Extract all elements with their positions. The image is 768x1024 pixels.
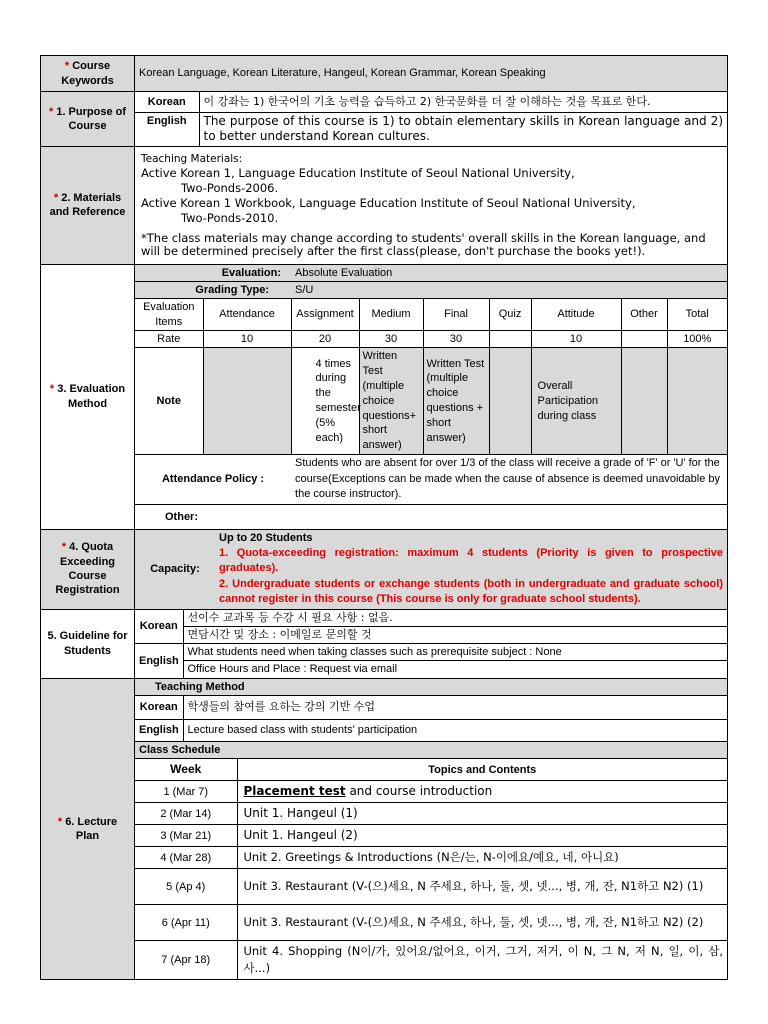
eval-rate-cell: 10: [531, 330, 621, 347]
schedule-week-header: Week: [135, 759, 237, 781]
eval-note-cell: [489, 348, 531, 455]
schedule-row: [135, 825, 727, 847]
eval-rate-cell: 100%: [667, 330, 727, 347]
syllabus-page: [40, 55, 728, 980]
eval-rate-cell: 30: [359, 330, 423, 347]
keywords-value: Korean Language, Korean Literature, Hangeul, Korean Grammar, Korean Speaking: [135, 56, 728, 92]
materials-book1: Active Korean 1, Language Education Institute of Seoul National University,: [141, 166, 575, 181]
schedule-topic-bold: Placement test: [243, 784, 346, 799]
schedule-row: [135, 847, 727, 869]
schedule-row: [135, 941, 727, 979]
eval-header-cell: Evaluation Items: [135, 299, 203, 331]
eval-rate-cell: Rate: [135, 330, 203, 347]
teaching-korean-label: Korean: [135, 696, 183, 720]
schedule-week: 2 (Mar 14): [135, 803, 237, 825]
eval-note-cell: [621, 348, 667, 455]
eval-note-cell: [203, 348, 291, 455]
teaching-english-text: Lecture based class with students' participation: [183, 720, 727, 742]
capacity-line1: Up to 20 Students: [219, 531, 313, 544]
schedule-row: [135, 781, 727, 803]
eval-header-cell: Attendance: [203, 299, 291, 331]
materials-book2: Active Korean 1 Workbook, Language Education Institute of Seoul National University,: [141, 196, 636, 211]
other-label: Other:: [135, 505, 291, 529]
guideline-korean-line1: 선이수 교과목 등 수강 시 필요 사항 : 없음.: [183, 610, 727, 627]
teaching-korean-text: 학생들의 참여를 요하는 강의 기반 수업: [183, 696, 727, 720]
eval-header-row: [135, 299, 727, 331]
schedule-topic: Unit 3. Restaurant (V-(으)세요, N 주세요, 하나, 둘, 셋, 넷..., 병, 개, 잔, N1하고 N2) (1): [237, 869, 727, 905]
eval-note-cell: [667, 348, 727, 455]
attendance-policy-text: Students who are absent for over 1/3 of the class will receive a grade of 'F' or 'U' for the course(Exceptions can be made when the cause of absence is deemed unavoidable by the course instructor).: [291, 455, 727, 505]
capacity-line2: 1. Quota-exceeding registration: maximum 4 students (Priority is given to prospective graduates).: [219, 546, 723, 575]
eval-header-cell: Other: [621, 299, 667, 331]
eval-header-cell: Assignment: [291, 299, 359, 331]
eval-header-cell: Final: [423, 299, 489, 331]
guideline-korean-line2: 면담시간 및 장소 : 이메일로 문의할 것: [183, 626, 727, 643]
eval-note-cell: 4 times during the semester (5% each): [291, 348, 359, 455]
guideline-english-label: English: [135, 644, 183, 678]
schedule-topic: Unit 4. Shopping (N이/가, 있어요/없어요, 이거, 그거, 저거, 이 N, 그 N, 저 N, 일, 이, 삼, 사...): [237, 941, 727, 979]
purpose-english-label: English: [135, 112, 199, 146]
capacity-line3: 2. Undergraduate students or exchange students (both in undergraduate and graduate school) cannot register in this course (This course is only for graduate school students).: [219, 577, 723, 606]
quota-label: * 4. Quota Exceeding Course Registration: [41, 529, 135, 609]
schedule-row: [135, 803, 727, 825]
schedule-topic-text: and course introduction: [345, 784, 493, 799]
keywords-label: * Course Keywords: [41, 56, 135, 92]
eval-note-row: [135, 348, 727, 455]
schedule-topic: [237, 781, 727, 803]
evaluation-label: * 3. Evaluation Method: [41, 264, 135, 529]
schedule-topic: Unit 1. Hangeul (2): [237, 825, 727, 847]
eval-rate-cell: [621, 330, 667, 347]
grading-type-value: S/U: [291, 281, 727, 298]
schedule-week: 4 (Mar 28): [135, 847, 237, 869]
schedule-row: [135, 869, 727, 905]
schedule-topics-header: Topics and Contents: [237, 759, 727, 781]
schedule-week: 5 (Ap 4): [135, 869, 237, 905]
teaching-method-heading: Teaching Method: [135, 679, 727, 696]
guideline-english-line1: What students need when taking classes such as prerequisite subject : None: [183, 644, 727, 661]
guideline-label: 5. Guideline for Students: [41, 609, 135, 678]
materials-book1-pub: Two-Ponds-2006.: [181, 181, 279, 196]
schedule-week: 6 (Apr 11): [135, 905, 237, 941]
purpose-label: * 1. Purpose of Course: [41, 92, 135, 147]
schedule-topic: Unit 1. Hangeul (1): [237, 803, 727, 825]
grading-type-label: Grading Type:: [135, 281, 291, 298]
eval-header-cell: Total: [667, 299, 727, 331]
guideline-english-line2: Office Hours and Place : Request via email: [183, 661, 727, 678]
eval-rate-cell: 30: [423, 330, 489, 347]
capacity-content: [215, 530, 727, 609]
lecture-plan-label: * 6. Lecture Plan: [41, 678, 135, 979]
purpose-english-text: The purpose of this course is 1) to obtain elementary skills in Korean language and 2) to better understand Korean cultures.: [199, 112, 727, 146]
eval-rate-cell: 10: [203, 330, 291, 347]
eval-type-label: Evaluation:: [135, 265, 291, 282]
purpose-korean-label: Korean: [135, 92, 199, 112]
eval-type-value: Absolute Evaluation: [291, 265, 727, 282]
guideline-korean-label: Korean: [135, 610, 183, 644]
eval-note-cell: Overall Participation during class: [531, 348, 621, 455]
eval-note-cell: Written Test (multiple choice questions + short answer): [423, 348, 489, 455]
purpose-korean-text: 이 강좌는 1) 한국어의 기초 능력을 습득하고 2) 한국문화를 더 잘 이해하는 것을 목표로 한다.: [199, 92, 727, 112]
materials-note: *The class materials may change according to students' overall skills in the Korean language, and will be determined precisely after the first class(please, don't purchase the books yet!).: [141, 231, 706, 258]
capacity-label: Capacity:: [150, 562, 200, 575]
teaching-english-label: English: [135, 720, 183, 742]
schedule-week: 1 (Mar 7): [135, 781, 237, 803]
materials-book2-pub: Two-Ponds-2010.: [181, 211, 279, 226]
other-value: [291, 505, 727, 529]
eval-note-cell: Written Test (multiple choice questions+ short answer): [359, 348, 423, 455]
eval-rate-cell: 20: [291, 330, 359, 347]
materials-heading: Teaching Materials:: [141, 152, 243, 165]
class-schedule-heading: Class Schedule: [135, 742, 727, 759]
schedule-topic: Unit 2. Greetings & Introductions (N은/는, N-이에요/예요, 네, 아니요): [237, 847, 727, 869]
materials-label: * 2. Materials and Reference: [41, 146, 135, 264]
eval-header-cell: Quiz: [489, 299, 531, 331]
eval-note-label: Note: [135, 348, 203, 455]
schedule-week: 3 (Mar 21): [135, 825, 237, 847]
syllabus-table: [40, 55, 728, 980]
attendance-policy-label: Attendance Policy :: [135, 455, 291, 505]
schedule-week: 7 (Apr 18): [135, 941, 237, 979]
eval-rate-cell: [489, 330, 531, 347]
eval-header-cell: Attitude: [531, 299, 621, 331]
eval-header-cell: Medium: [359, 299, 423, 331]
schedule-row: [135, 905, 727, 941]
materials-content: [135, 146, 728, 264]
schedule-topic: Unit 3. Restaurant (V-(으)세요, N 주세요, 하나, 둘, 셋, 넷..., 병, 개, 잔, N1하고 N2) (2): [237, 905, 727, 941]
eval-rate-row: [135, 330, 727, 347]
